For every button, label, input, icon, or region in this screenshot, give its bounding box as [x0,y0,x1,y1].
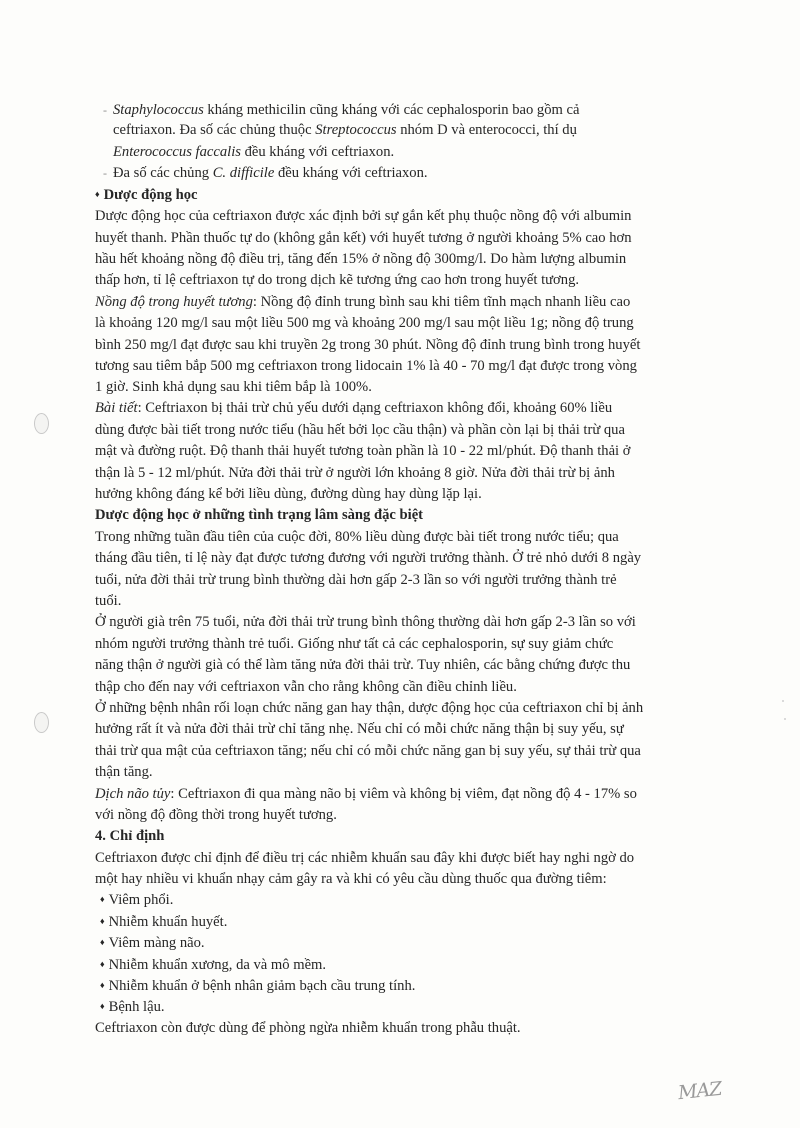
diamond-bullet-icon: ♦ [100,894,105,904]
text: đều kháng với ceftriaxon. [274,165,428,181]
list-item-text: Viêm màng não. [108,935,205,951]
text: Đa số các chủng [113,165,213,181]
text-line [113,120,577,140]
text: : Ceftriaxon bị thải trừ chủ yếu dưới dạng ceftriaxon không đổi, khoảng 60% liều [137,400,613,416]
list-item-text: Nhiễm khuẩn huyết. [108,914,228,930]
list-item-text: Bệnh lậu. [108,999,165,1015]
list-item [100,976,415,996]
text-line: 1 giờ. Sinh khả dụng sau khi tiêm bắp là 100%. [95,379,372,395]
text-line: thận tăng. [95,764,153,780]
diamond-bullet-icon: ♦ [100,916,105,926]
text-line: Ceftriaxon được chỉ định để điều trị các nhiễm khuẩn sau đây khi được biết hay nghi ngờ do [95,850,635,866]
text-line: dùng được bài tiết trong nước tiểu (hầu hết bởi lọc cầu thận) và phần còn lại bị thải trừ qua [95,422,625,438]
text-line [113,142,394,162]
text-line: một hay nhiều vi khuẩn nhạy cảm gây ra và khi có yêu cầu dùng thuốc qua đường tiêm: [95,871,607,887]
text: nhóm D và enterococci, thí dụ [396,122,577,138]
heading-text: Dược động học [103,187,198,203]
text-line: Ở những bệnh nhân rối loạn chức năng gan hay thận, dược động học của ceftriaxon chỉ bị ảnh [95,700,644,716]
text-line: hưởng rất ít và nửa đời thải trừ chỉ tăng nhẹ. Nếu chỉ có mỗi chức năng thận bị suy yếu, sự [95,721,624,737]
text-line: Ceftriaxon còn được dùng để phòng ngừa nhiễm khuẩn trong phẫu thuật. [95,1020,521,1036]
text-line: hưởng không đáng kể bởi liều dùng, đường dùng hay dùng lặp lại. [95,486,482,502]
dash-item-line [103,163,428,183]
diamond-bullet-icon: ♦ [95,189,100,199]
text: : Ceftriaxon đi qua màng não bị viêm và không bị viêm, đạt nồng độ 4 - 17% so [170,786,637,802]
text-line: thập cho đến nay với ceftriaxon vẫn cho rằng không cần điều chỉnh liều. [95,679,517,695]
italic-term: Nồng độ trong huyết tương [95,294,253,310]
italic-term: Dịch não tủy [95,786,171,802]
list-item [100,933,205,953]
text-line: Dược động học của ceftriaxon được xác định bởi sự gắn kết phụ thuộc nồng độ với albumin [95,208,632,224]
list-item [100,955,326,975]
text-line: hầu hết khoảng nồng độ điều trị, tăng đến 15% ở nồng độ 300mg/l. Do hàm lượng albumin [95,251,627,267]
text-line: nhóm người trưởng thành trẻ tuổi. Giống như tất cả các cephalosporin, sự suy giảm chức [95,636,614,652]
diamond-bullet-icon: ♦ [100,937,105,947]
text: đều kháng với ceftriaxon. [240,144,395,160]
text-line: tuổi. [95,593,122,609]
list-item-text: Nhiễm khuẩn ở bệnh nhân giảm bạch cầu trung tính. [108,978,416,994]
dash-marker: - [103,166,107,180]
text-line: thấp hơn, tỉ lệ ceftriaxon tự do trong dịch kẽ tương ứng cao hơn trong huyết tương. [95,272,580,288]
diamond-bullet-icon: ♦ [100,1001,105,1011]
list-item [100,890,173,910]
text-line: Ở người già trên 75 tuổi, nửa đời thải trừ trung bình thông thường dài hơn gấp 2-3 lần so với [95,614,636,630]
text-line: năng thận ở người già có thể làm tăng nửa đời thải trừ. Tuy nhiên, các bằng chứng được thu [95,657,631,673]
section-heading: Dược động học ở những tình trạng lâm sàng đặc biệt [95,507,424,523]
text-line: mật và đường ruột. Độ thanh thải huyết tương toàn phần là 10 - 22 ml/phút. Độ thanh thải ở [95,443,631,459]
text-line: huyết thanh. Phần thuốc tự do (không gắn kết) với huyết tương ở người khoảng 5% cao hơn [95,230,632,246]
dash-item-line [103,100,579,120]
list-item-text: Viêm phổi. [108,892,174,908]
punch-hole [34,712,49,733]
scan-speck [784,718,786,720]
list-item [100,912,227,932]
diamond-bullet-icon: ♦ [100,980,105,990]
text-line [95,292,630,312]
text: kháng methicilin cũng kháng với các cephalosporin bao gồm cả [203,102,580,118]
text-line [95,398,612,418]
italic-term: Bài tiết [95,400,138,416]
text-line: tương sau tiêm bắp 500 mg ceftriaxon trong lidocain 1% là 40 - 70 mg/l đạt được trong vòng [95,358,637,374]
text-line: là khoảng 120 mg/l sau một liều 500 mg và khoảng 200 mg/l sau một liều 1g; nồng độ trung [95,315,634,331]
section-heading [95,185,197,205]
text-line: thận là 5 - 12 ml/phút. Nửa đời thải trừ ở người lớn khoảng 8 giờ. Nửa đời thải trừ bị ảnh [95,465,615,481]
text-line: thải trừ qua mật của ceftriaxon tăng; nếu chỉ có mỗi chức năng gan bị suy yếu, sự thải trừ qua [95,743,641,759]
text-line: với nồng độ đồng thời trong huyết tương. [95,807,337,823]
text-line [95,784,637,804]
list-item [100,997,165,1017]
italic-term: C. difficile [212,165,275,181]
dash-marker: - [103,103,107,117]
handwritten-signature: MAZ [676,1077,723,1105]
section-heading: 4. Chỉ định [95,828,165,844]
text: ceftriaxon. Đa số các chủng thuộc [113,122,316,138]
text-line: tuổi, nửa đời thải trừ trung bình thường dài hơn gấp 2-3 lần so với người trưởng thành trẻ [95,572,617,588]
diamond-bullet-icon: ♦ [100,959,105,969]
punch-hole [34,413,49,434]
text: : Nồng độ đỉnh trung bình sau khi tiêm tĩnh mạch nhanh liều cao [252,294,631,310]
italic-term: Streptococcus [315,122,397,138]
text-line: tháng đầu tiên, tỉ lệ này đạt được tương đương với người trưởng thành. Ở trẻ nhỏ dưới 8 ngày [95,550,642,566]
text-line: bình 250 mg/l đạt được sau khi truyền 2g trong 30 phút. Nồng độ đỉnh trung bình trong huyết [95,337,641,353]
text-line: Trong những tuần đầu tiên của cuộc đời, 80% liều dùng được bài tiết trong nước tiểu; qua [95,529,619,545]
italic-term: Enterococcus faccalis [113,144,241,160]
italic-term: Staphylococcus [113,102,204,118]
list-item-text: Nhiễm khuẩn xương, da và mô mềm. [108,957,327,973]
scan-speck [782,700,784,702]
